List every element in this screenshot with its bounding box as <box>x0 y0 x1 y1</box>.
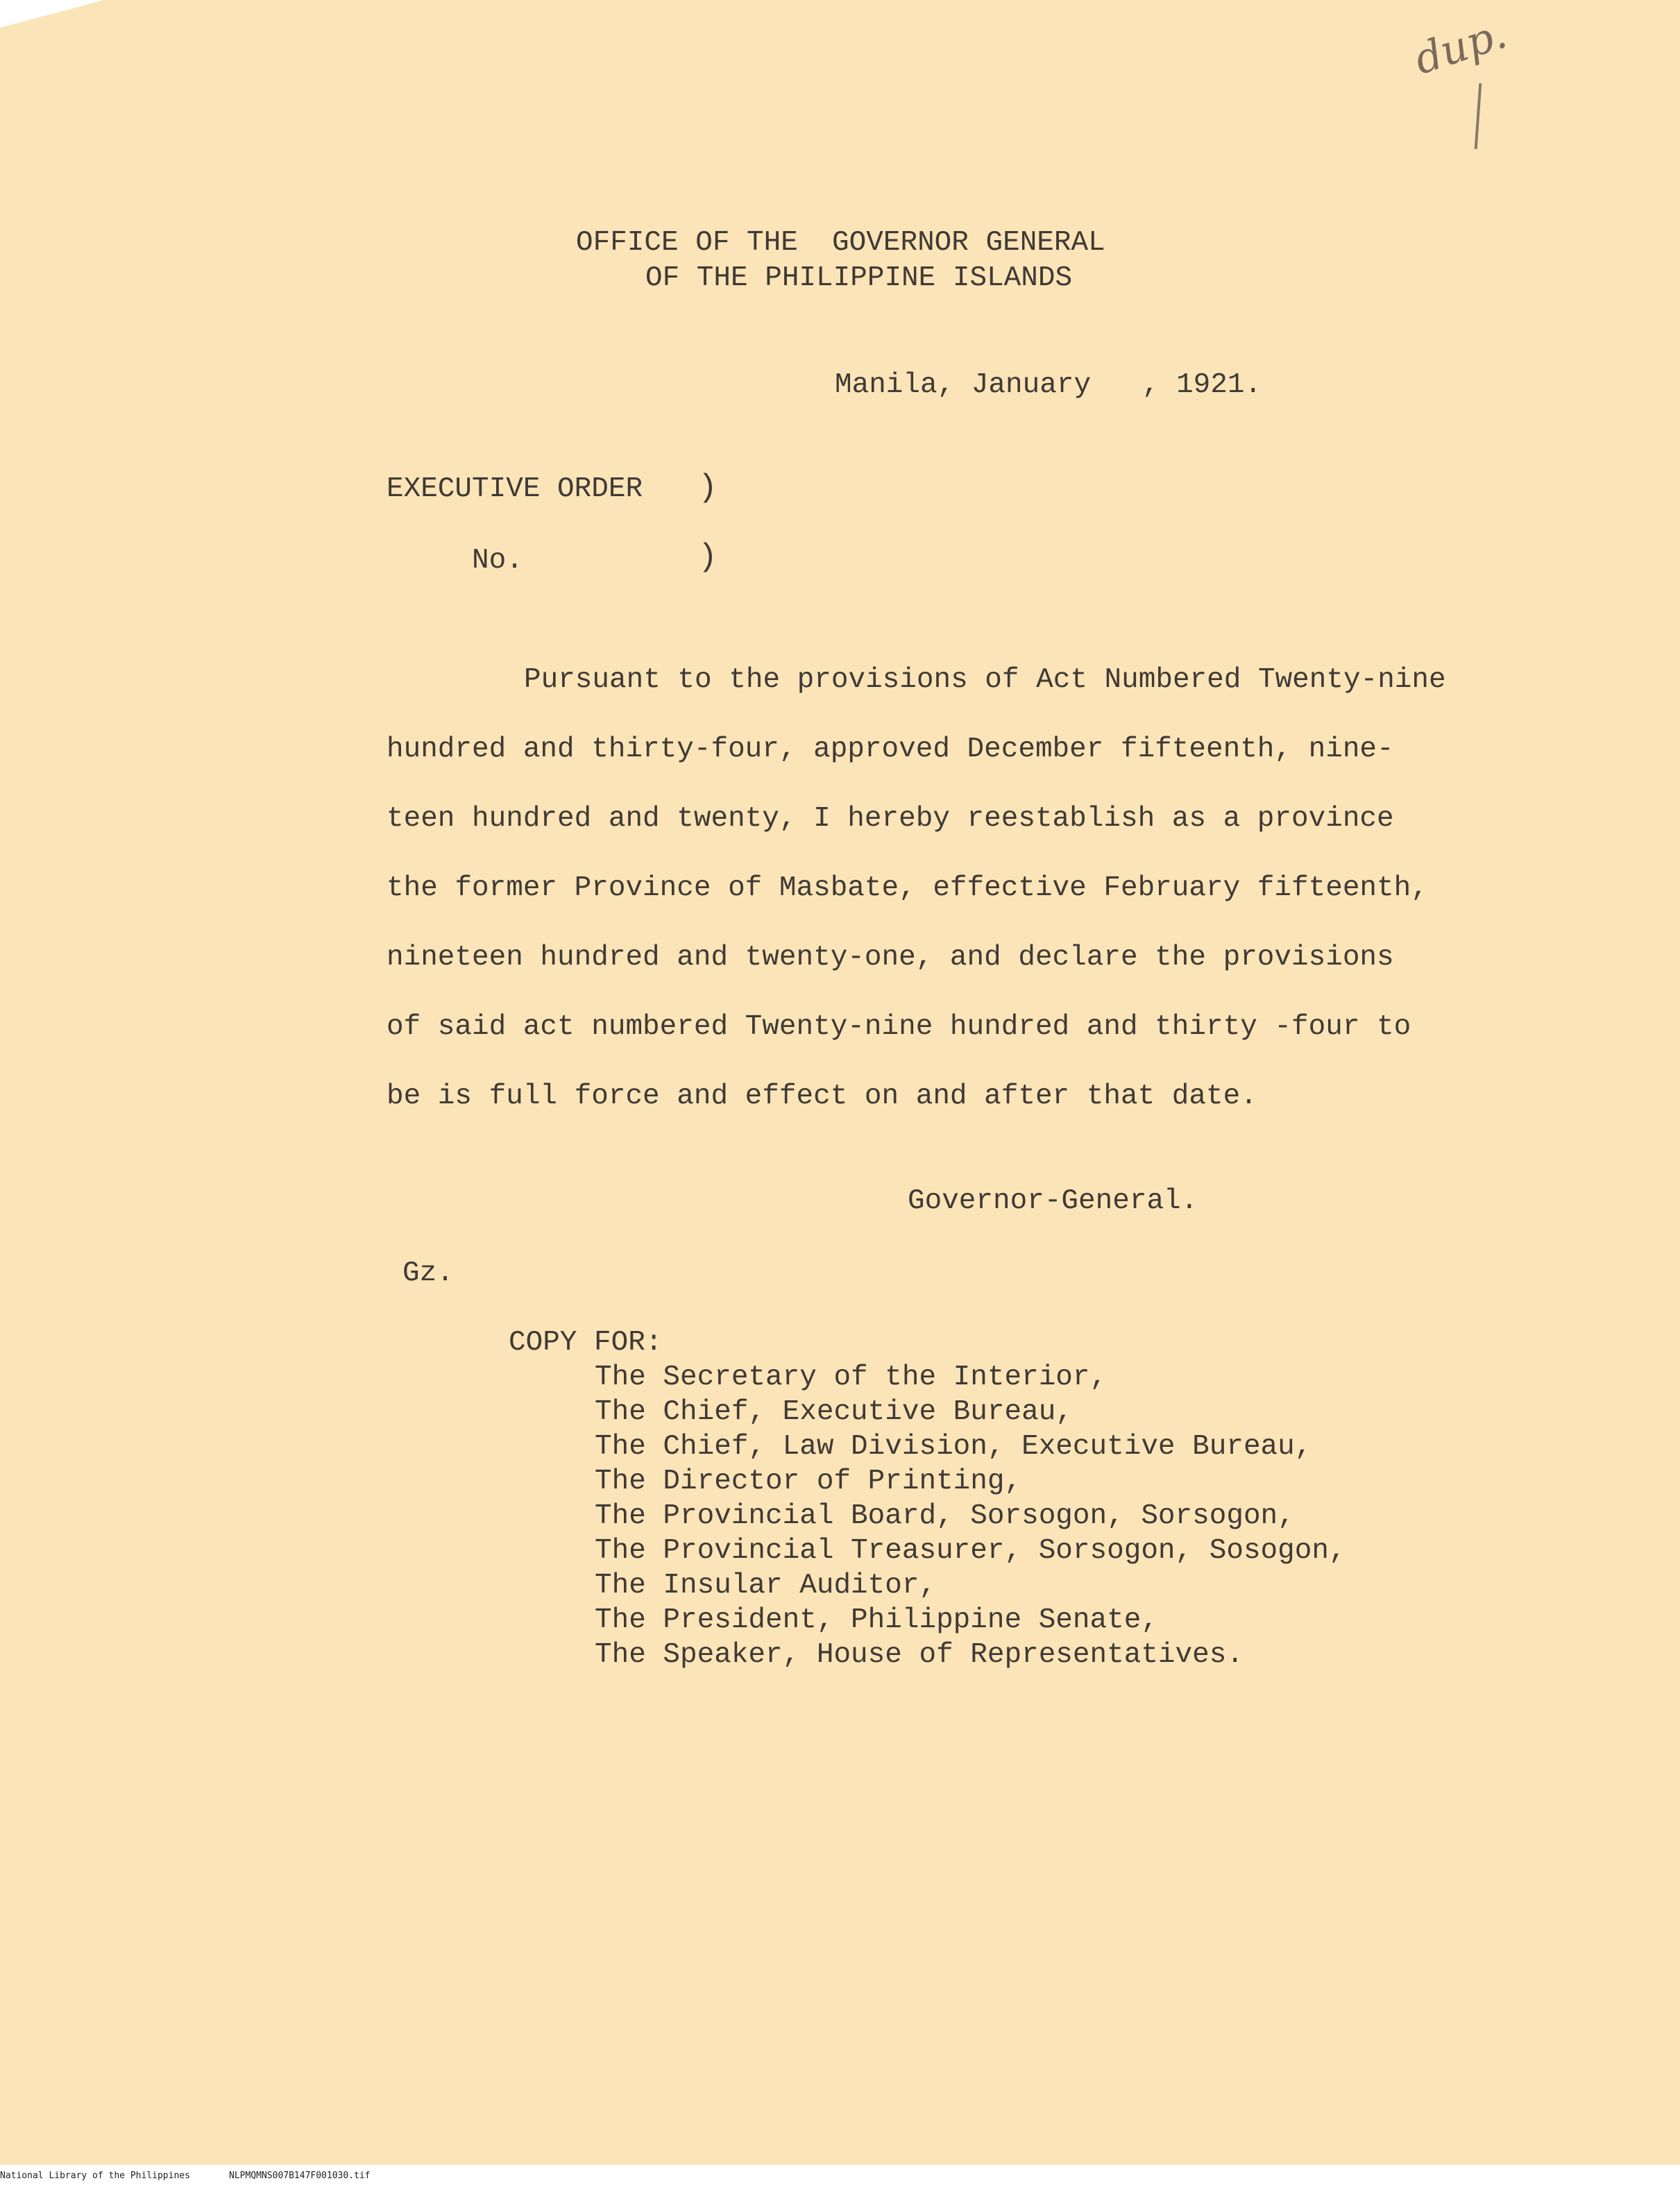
body-line: Pursuant to the provisions of Act Numbered Twenty-nine <box>524 664 1446 696</box>
body-line: be is full force and effect on and after that date. <box>387 1080 1257 1112</box>
dateline: Manila, January , 1921. <box>835 369 1262 401</box>
copy-recipient: The Provincial Board, Sorsogon, Sorsogon, <box>595 1500 1295 1532</box>
body-line: the former Province of Masbate, effective February fifteenth, <box>387 872 1428 904</box>
scan-footer-file-id: NLPMQMNS007B147F001030.tif <box>229 2171 371 2181</box>
signature-block: Governor-General. <box>908 1185 1198 1217</box>
executive-order-label: EXECUTIVE ORDER <box>387 473 643 505</box>
body-line: hundred and thirty-four, approved December fifteenth, nine- <box>387 733 1394 765</box>
handwritten-annotation: dup. <box>1409 9 1513 85</box>
copy-recipient: The Chief, Law Division, Executive Bureau, <box>595 1431 1312 1463</box>
executive-order-number-bracket: ) <box>698 539 718 575</box>
copy-recipient: The Chief, Executive Bureau, <box>595 1396 1073 1428</box>
copy-for-heading: COPY FOR: <box>509 1327 663 1359</box>
body-line: nineteen hundred and twenty-one, and declare the provisions <box>387 942 1394 974</box>
copy-recipient: The Provincial Treasurer, Sorsogon, Sosogon, <box>595 1535 1346 1567</box>
office-heading-line-1: OFFICE OF THE GOVERNOR GENERAL <box>576 227 1105 259</box>
body-line: teen hundred and twenty, I hereby reestablish as a province <box>387 803 1394 835</box>
copy-recipient: The Speaker, House of Representatives. <box>595 1639 1244 1671</box>
copy-recipient: The Insular Auditor, <box>595 1570 937 1602</box>
typist-initials: Gz. <box>402 1257 454 1289</box>
copy-recipient-list <box>595 1360 1346 1672</box>
office-heading-line-2: OF THE PHILIPPINE ISLANDS <box>645 262 1073 294</box>
scan-footer-source: National Library of the Philippines <box>0 2171 190 2181</box>
executive-order-bracket: ) <box>698 470 718 506</box>
executive-order-number-label: No. <box>472 545 523 577</box>
copy-recipient: The Secretary of the Interior, <box>595 1361 1108 1393</box>
pencil-mark <box>1475 83 1482 149</box>
copy-recipient: The Director of Printing, <box>595 1466 1022 1497</box>
body-line: of said act numbered Twenty-nine hundred and thirty -four to <box>387 1011 1411 1043</box>
copy-recipient: The President, Philippine Senate, <box>595 1604 1158 1636</box>
